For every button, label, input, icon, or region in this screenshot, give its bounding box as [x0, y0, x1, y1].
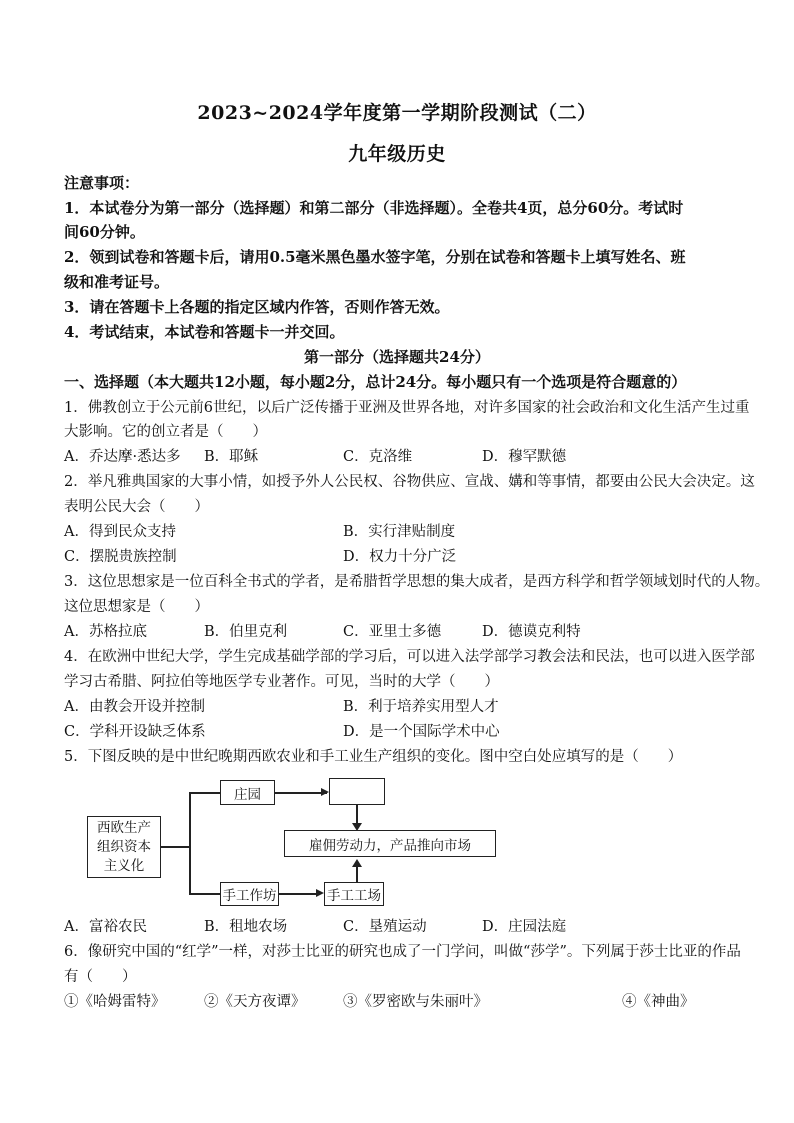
q2-option-c: C．摆脱贵族控制 [64, 549, 177, 565]
q3-option-d: D．德谟克利特 [482, 624, 581, 640]
q1-option-a: A．乔达摩·悉达多 [64, 449, 181, 465]
q5-option-c: C．垦殖运动 [343, 919, 427, 935]
diagram-workshop-label: 手工作坊 [222, 888, 277, 904]
diagram-left-line-3: 主义化 [103, 857, 145, 874]
q2-option-b: B．实行津贴制度 [343, 524, 456, 540]
diagram-market-label: 雇佣劳动力，产品推向市场 [309, 837, 471, 854]
q2-option-d: D．权力十分广泛 [343, 549, 457, 565]
part1-heading: 第一部分（选择题共24分） [304, 348, 490, 366]
connector-to-workshop [189, 893, 220, 895]
question-1-stem: 1．佛教创立于公元前6世纪，以后广泛传播于亚洲及世界各地，对许多国家的社会政治和文化生活产生过重 [64, 400, 750, 416]
notice-item-1-cont: 间60分钟。 [64, 223, 145, 241]
q1-option-b: B．耶稣 [204, 449, 259, 465]
diagram-market-box [284, 830, 496, 857]
connector-manor-blank [275, 792, 327, 794]
arrow-head-factory [316, 889, 324, 897]
diagram-manor-box [220, 780, 275, 805]
connector-workshop-factory [279, 893, 320, 895]
diagram-blank-box [329, 778, 385, 805]
question-3-stem-cont: 这位思想家是（ ） [64, 599, 209, 615]
notice-item-1: 1．本试卷分为第一部分（选择题）和第二部分（非选择题）。全卷共4页，总分60分。考试时 [64, 199, 684, 217]
q6-option-4: ④《神曲》 [622, 994, 695, 1010]
q4-option-a: A．由教会开设并控制 [64, 699, 205, 715]
notice-heading: 注意事项： [64, 174, 140, 192]
q4-option-b: B．利于培养实用型人才 [343, 699, 499, 715]
question-6-stem-cont: 有（ ） [64, 969, 137, 985]
q3-option-c: C．亚里士多德 [343, 624, 442, 640]
q2-option-a: A．得到民众支持 [64, 524, 176, 540]
diagram-left-line-2: 组织资本 [97, 838, 151, 855]
diagram-left-line-1: 西欧生产 [97, 819, 151, 836]
diagram-left-box [87, 816, 161, 878]
exam-title: 2023~2024学年度第一学期阶段测试（二） [197, 102, 597, 124]
question-2-stem-cont: 表明公民大会（ ） [64, 499, 209, 515]
diagram-factory-label: 手工工场 [327, 888, 381, 904]
q6-option-3: ③《罗密欧与朱丽叶》 [343, 994, 488, 1010]
notice-item-2: 2．领到试卷和答题卡后，请用0.5毫米黑色墨水签字笔，分别在试卷和答题卡上填写姓名、班 [64, 248, 686, 266]
section-heading: 一、选择题（本大题共12小题，每小题2分，总计24分。每小题只有一个选项是符合题意的） [64, 373, 687, 391]
arrow-head-market-bottom [352, 859, 362, 867]
q5-option-d: D．庄园法庭 [482, 919, 567, 935]
connector-bracket [189, 792, 191, 894]
question-1-stem-cont: 大影响。它的创立者是（ ） [64, 424, 267, 440]
question-2-stem: 2．举凡雅典国家的大事小情，如授予外人公民权、谷物供应、宣战、媾和等事情，都要由公民大会决定。这 [64, 474, 755, 490]
exam-subtitle: 九年级历史 [348, 143, 446, 165]
q4-option-d: D．是一个国际学术中心 [343, 724, 500, 740]
diagram-workshop-box [220, 882, 279, 906]
diagram-manor-label: 庄园 [234, 786, 261, 803]
connector-to-manor [189, 792, 220, 794]
connector-left [161, 846, 190, 848]
question-4-stem-cont: 学习古希腊、阿拉伯等地医学专业著作。可见，当时的大学（ ） [64, 674, 499, 690]
question-4-stem: 4．在欧洲中世纪大学，学生完成基础学部的学习后，可以进入法学部学习教会法和民法，也可以进入医学部 [64, 649, 755, 665]
q6-option-1: ①《哈姆雷特》 [64, 994, 166, 1010]
q3-option-a: A．苏格拉底 [64, 624, 147, 640]
q5-option-b: B．租地农场 [204, 919, 288, 935]
q3-option-b: B．伯里克利 [204, 624, 288, 640]
notice-item-2-cont: 级和准考证号。 [64, 273, 170, 291]
diagram-factory-box [324, 882, 384, 906]
q1-option-c: C．克洛维 [343, 449, 413, 465]
q4-option-c: C．学科开设缺乏体系 [64, 724, 206, 740]
question-5-stem: 5．下图反映的是中世纪晚期西欧农业和手工业生产组织的变化。图中空白处应填写的是（ ） [64, 749, 683, 765]
question-3-stem: 3．这位思想家是一位百科全书式的学者，是希腊哲学思想的集大成者，是西方科学和哲学领域划时代的人物。 [64, 574, 770, 590]
connector-factory-market [356, 866, 358, 882]
q5-option-a: A．富裕农民 [64, 919, 147, 935]
arrow-head-blank [321, 788, 329, 796]
notice-item-3: 3．请在答题卡上各题的指定区域内作答，否则作答无效。 [64, 298, 450, 316]
q1-option-d: D．穆罕默德 [482, 449, 567, 465]
question-6-stem: 6．像研究中国的“红学”一样，对莎士比亚的研究也成了一门学问，叫做“莎学”。下列属于莎士比亚的作品 [64, 944, 741, 960]
notice-item-4: 4．考试结束，本试卷和答题卡一并交回。 [64, 323, 345, 341]
q6-option-2: ②《天方夜谭》 [204, 994, 306, 1010]
